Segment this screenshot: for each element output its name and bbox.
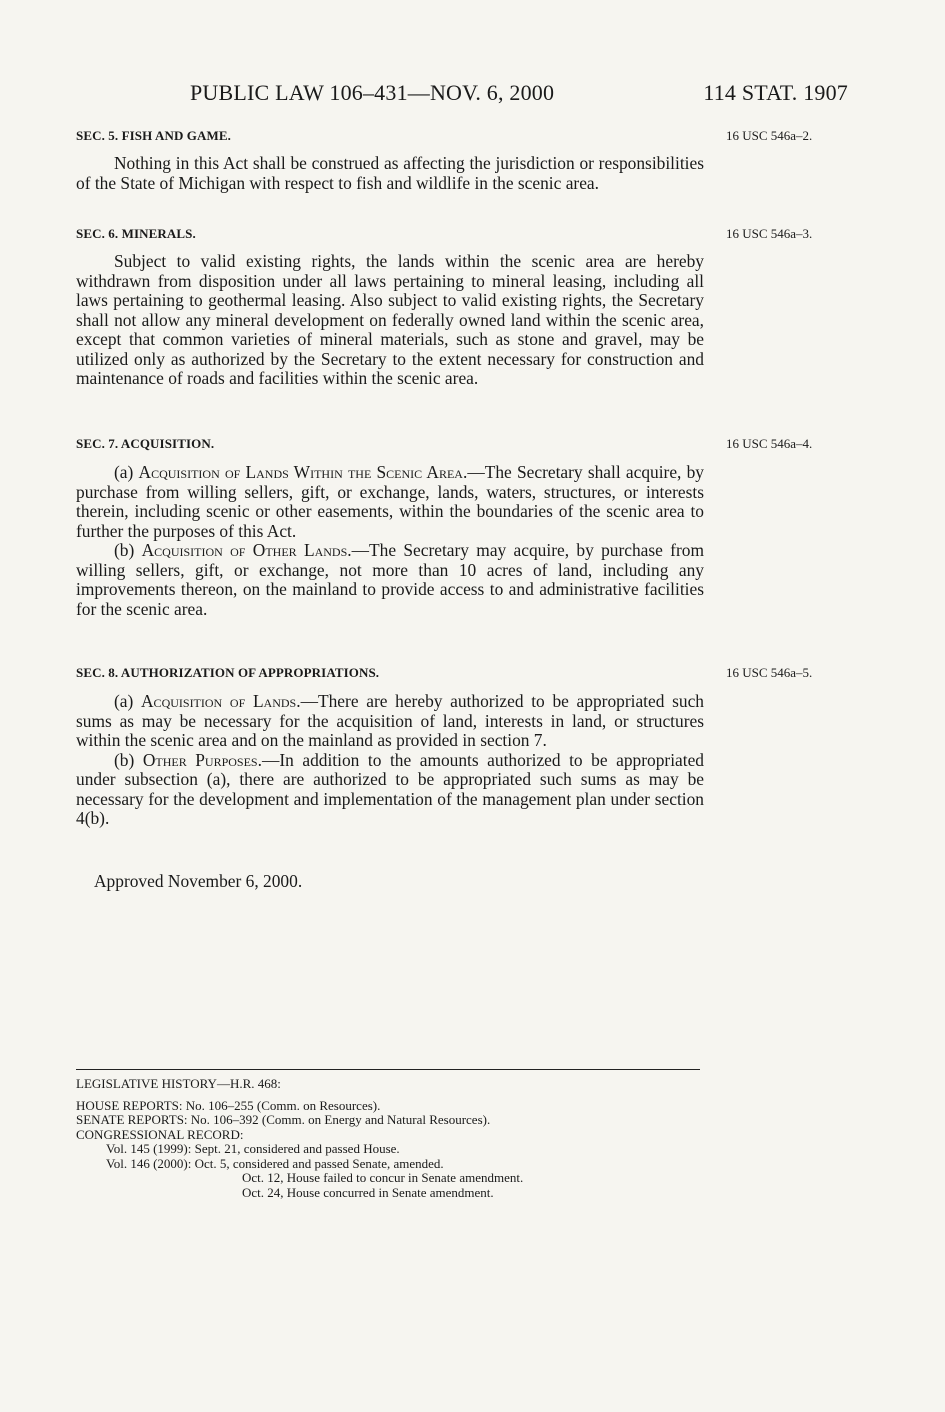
- subsection-title: Other Purposes.: [142, 749, 262, 770]
- section-8: [76, 665, 704, 829]
- record-vol-145: Vol. 145 (1999): Sept. 21, considered and passed House.: [106, 1141, 400, 1156]
- footer-divider: [76, 1069, 700, 1070]
- subsection-text: —The Secretary shall acquire, by purchase from willing sellers, gift, or exchange, lands, waters, structures, or interests therein, including scenic or other easements, within the boundaries of the scenic area to further the purposes of this Act.: [76, 462, 704, 541]
- senate-reports: SENATE REPORTS: No. 106–392 (Comm. on Energy and Natural Resources).: [76, 1112, 491, 1127]
- subsection-label: (a): [114, 691, 141, 711]
- approval-date: Approved November 6, 2000.: [94, 871, 303, 891]
- congressional-record-title: CONGRESSIONAL RECORD:: [76, 1126, 244, 1142]
- section-7: [76, 436, 704, 619]
- section-6-citation: 16 USC 546a–3.: [726, 226, 813, 241]
- subsection-label: (a): [114, 462, 139, 482]
- section-6-heading: SEC. 6. MINERALS.: [76, 226, 196, 241]
- subsection-title: Acquisition of Other Lands.: [141, 540, 352, 560]
- house-reports: HOUSE REPORTS: No. 106–255 (Comm. on Resources).: [76, 1097, 381, 1113]
- subsection-text: —There are hereby authorized to be appropriated such sums as may be necessary for the acquisition of land, interests in land, or structures within the scenic area and on the mainland as provided in section 7.: [76, 691, 704, 750]
- section-8-citation: 16 USC 546a–5.: [726, 665, 813, 680]
- subsection-title: Acquisition of Lands Within the Scenic Area.: [138, 462, 468, 482]
- record-oct-12: Oct. 12, House failed to concur in Senate amendment.: [242, 1170, 524, 1185]
- legislative-history: [76, 1077, 716, 1200]
- section-8-subsection-b: [76, 751, 704, 829]
- record-vol-146: Vol. 146 (2000): Oct. 5, considered and passed Senate, amended.: [106, 1155, 444, 1171]
- section-8-heading: SEC. 8. AUTHORIZATION OF APPROPRIATIONS.: [76, 665, 380, 680]
- section-7-heading: SEC. 7. ACQUISITION.: [76, 436, 215, 451]
- section-5-heading: SEC. 5. FISH AND GAME.: [76, 128, 231, 143]
- statute-page-number: 114 STAT. 1907: [703, 80, 848, 105]
- section-7-subsection-a: [76, 463, 704, 541]
- section-6-text: Subject to valid existing rights, the lands within the scenic area are hereby withdrawn from disposition under all laws pertaining to mineral leasing, including all laws pertaining to geothermal leasing. Also subject to valid existing rights, the Secretary shall not allow any mineral development on federally owned land within the scenic area, except that common varieties of mineral materials, such as stone and gravel, may be utilized only as authorized by the Secretary to the extent necessary for construction and maintenance of roads and facilities within the scenic area.: [76, 251, 704, 388]
- section-7-subsection-b: [76, 541, 704, 619]
- section-7-citation: 16 USC 546a–4.: [726, 436, 813, 451]
- public-law-title: PUBLIC LAW 106–431—NOV. 6, 2000: [190, 80, 555, 105]
- section-8-subsection-a: [76, 692, 704, 751]
- section-5: [76, 128, 704, 193]
- subsection-text: —The Secretary may acquire, by purchase from willing sellers, gift, or exchange, not more than 10 acres of land, including any improvements thereon, on the mainland to provide access to and administrative facilities for the scenic area.: [76, 540, 704, 619]
- record-oct-24: Oct. 24, House concurred in Senate amendment.: [242, 1184, 494, 1200]
- section-5-citation: 16 USC 546a–2.: [726, 128, 813, 143]
- subsection-text: —In addition to the amounts authorized to be appropriated under subsection (a), there are authorized to be appropriated such sums as may be necessary for the development and implementation of the management plan under section 4(b).: [76, 749, 704, 828]
- section-5-text: Nothing in this Act shall be construed as affecting the jurisdiction or responsibilities of the State of Michigan with respect to fish and wildlife in the scenic area.: [76, 153, 704, 193]
- subsection-label: (b): [114, 749, 143, 770]
- subsection-label: (b): [114, 540, 142, 560]
- subsection-title: Acquisition of Lands.: [141, 691, 301, 711]
- section-6: [76, 226, 704, 389]
- legislative-history-title: LEGISLATIVE HISTORY—H.R. 468:: [76, 1076, 281, 1091]
